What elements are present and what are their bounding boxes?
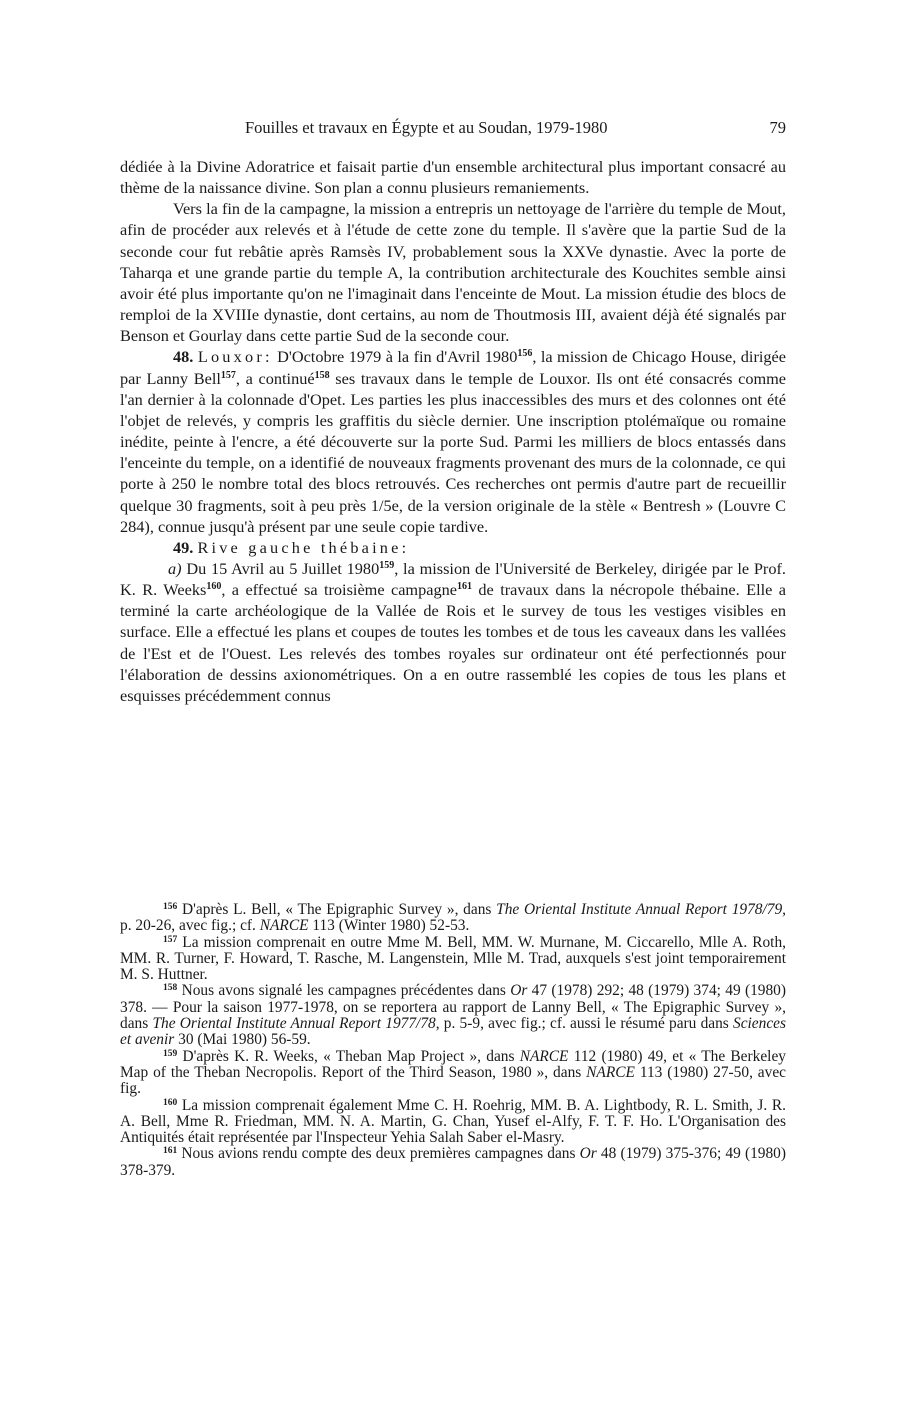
citation-title: Or <box>510 982 528 1000</box>
footnote-text: Nous avons signalé les campagnes précédentes dans <box>177 982 511 1000</box>
running-title: Fouilles et travaux en Égypte et au Soudan, 1979-1980 <box>245 118 608 137</box>
footnote-161 <box>120 1146 786 1179</box>
citation-title: NARCE <box>519 1047 569 1065</box>
section-number: 49. <box>173 537 194 557</box>
footnote-number: 161 <box>163 1146 178 1157</box>
footnote-ref[interactable]: 159 <box>379 559 395 571</box>
section-number: 48. <box>173 347 194 367</box>
footnote-number: 157 <box>163 934 178 945</box>
footnote-ref[interactable]: 156 <box>517 348 533 360</box>
paragraph-louxor <box>120 346 786 536</box>
running-head <box>120 118 786 142</box>
footnote-ref[interactable]: 158 <box>314 369 330 381</box>
citation-title: NARCE <box>586 1063 635 1081</box>
footnote-157 <box>120 935 786 984</box>
paragraph-rive-gauche <box>120 537 786 558</box>
item-letter: a) <box>168 558 182 578</box>
footnote-number: 156 <box>163 902 178 912</box>
citation-title: The Oriental Institute Annual Report 1977/78, <box>152 1015 440 1033</box>
footnote-text: 113 (Winter 1980) 52-53. <box>308 917 470 935</box>
text-segment: Du 15 Avril au 5 Juillet 1980 <box>181 558 380 578</box>
text-segment: , a continué <box>235 368 315 388</box>
section-title: Rive gauche thébaine: <box>197 537 410 557</box>
footnote-number: 160 <box>163 1097 178 1108</box>
text-segment: , a effectué sa troisième campagne <box>221 580 457 600</box>
paragraph-continuation: dédiée à la Divine Adoratrice et faisait partie d'un ensemble architectural plus important consacré au thème de la naissance divine. Son plan a connu plusieurs remaniements. <box>120 157 786 198</box>
footnote-number: 159 <box>163 1048 178 1059</box>
text-segment: , la mission de l'Université de Berkeley, dirigée par le Prof. K. R. Weeks <box>120 558 786 600</box>
footnote-text: 113 (1980) 27-50, avec fig. <box>120 1063 786 1098</box>
footnote-number: 158 <box>163 983 178 994</box>
footnote-ref[interactable]: 161 <box>456 581 472 593</box>
paragraph-berkeley <box>120 558 786 706</box>
footnote-159 <box>120 1049 786 1098</box>
footnote-ref[interactable]: 157 <box>220 369 236 381</box>
text-segment: ses travaux dans le temple de Louxor. Ils ont été consacrés comme l'an dernier à la colonnade d'Opet. Les parties les plus inaccessibles des murs et des colonnes ont été l'objet de relevés, y compris les graffitis du siècle dernier. Une inscription ptolémaïque ou romaine inédite, peinte à l'encre, a été découverte sur la porte Sud. Parmi les milliers de blocs entassés dans l'enceinte du temple, on a identifié de nouveaux fragments provenant des murs de la colonnade, ce qui porte à 250 le nombre total des blocs retrouvés. Ces recherches ont permis d'autre part de recueillir quelque 30 fragments, soit à peu près 1/5e, de la version originale de la stèle « Bentresh » (Louvre C 284), connue jusqu'à présent par une seule copie tardive. <box>120 368 787 536</box>
footnote-text: D'après K. R. Weeks, « Theban Map Project », dans <box>177 1047 520 1065</box>
page-number: 79 <box>769 118 786 137</box>
citation-title: Sciences et avenir <box>120 1015 786 1049</box>
footnote-text: 30 (Mai 1980) 56-59. <box>174 1031 311 1049</box>
paragraph-mout: Vers la fin de la campagne, la mission a entrepris un nettoyage de l'arrière du temple de Mout, afin de procéder aux relevés et à l'étude de cette zone du temple. Il s'avère que la partie Sud de la seconde cour fut rebâtie après Ramsès IV, probablement sous la XXVe dynastie. Avec la porte de Taharqa et une grande partie du temple A, la contribution architecturale des Kouchites semble ainsi avoir été plus importante qu'on ne l'imaginait dans l'enceinte de Mout. La mission étudie des blocs de remploi de la XVIIIe dynastie, dont certains, au nom de Thoutmosis III, avaient déjà été signalés par Benson et Gourlay dans cette partie Sud de la seconde cour. <box>120 199 786 346</box>
section-title: Louxor: <box>197 347 273 367</box>
footnote-text: p. 5-9, avec fig.; cf. aussi le résumé paru dans <box>439 1015 733 1033</box>
footnote-text: D'après L. Bell, « The Epigraphic Survey », dans <box>177 901 497 918</box>
footnote-158 <box>120 983 786 1048</box>
body-text <box>120 156 786 706</box>
footnote-text: Nous avions rendu compte des deux premières campagnes dans <box>177 1145 580 1163</box>
citation-title: The Oriental Institute Annual Report 1978/79, <box>496 901 786 918</box>
footnotes <box>120 902 786 1179</box>
citation-title: Or <box>579 1145 597 1163</box>
footnote-text: La mission comprenait également Mme C. H. Roehrig, MM. B. A. Lightbody, R. L. Smith, J. R. A. Bell, Mme R. Friedman, MM. N. A. Martin, G. Chan, Yusef el-Alfy, F. T. F. Ho. L'Organisation des Antiquités était représentée par l'Inspecteur Yehia Salah Saber el-Masry. <box>120 1096 786 1147</box>
footnote-156 <box>120 902 786 935</box>
footnote-text: 48 (1979) 375-376; 49 (1980) 378-379. <box>120 1145 787 1179</box>
footnote-text: 47 (1978) 292; 48 (1979) 374; 49 (1980) 378. — Pour la saison 1977-1978, on se reportera au rapport de Lanny Bell, « The Epigraphic Survey », dans <box>120 982 786 1033</box>
citation-title: NARCE <box>259 917 309 935</box>
footnote-text: La mission comprenait en outre Mme M. Bell, MM. W. Murnane, M. Ciccarello, Mlle A. Roth, MM. R. Turner, F. Howard, T. Rasche, M. Langenstein, Mlle M. Trad, auxquels s'est joint temporairement M. S. Huttner. <box>120 933 786 984</box>
footnote-text: p. 20-26, avec fig.; cf. <box>120 917 260 935</box>
text-segment: de travaux dans la nécropole thébaine. Elle a terminé la carte archéologique de la Vallée de Rois et le survey de tous les vestiges visibles en surface. Elle a effectué les plans et coupes de toutes les tombes et de tous les caveaux dans les vallées de l'Est et de l'Ouest. Les relevés des tombes royales sur ordinateur ont été perfectionnés pour l'élaboration de dessins axionométriques. On a en outre rassemblé les copies de tous les plans et esquisses précédemment connus <box>120 580 786 705</box>
footnote-ref[interactable]: 160 <box>206 581 222 593</box>
text-segment: D'Octobre 1979 à la fin d'Avril 1980 <box>277 347 518 367</box>
footnote-160 <box>120 1098 786 1147</box>
footnote-text: 112 (1980) 49, et « The Berkeley Map of the Theban Necropolis. Report of the Third Season, 1980 », dans <box>120 1047 786 1081</box>
text-segment: , la mission de Chicago House, dirigée par Lanny Bell <box>120 347 786 388</box>
